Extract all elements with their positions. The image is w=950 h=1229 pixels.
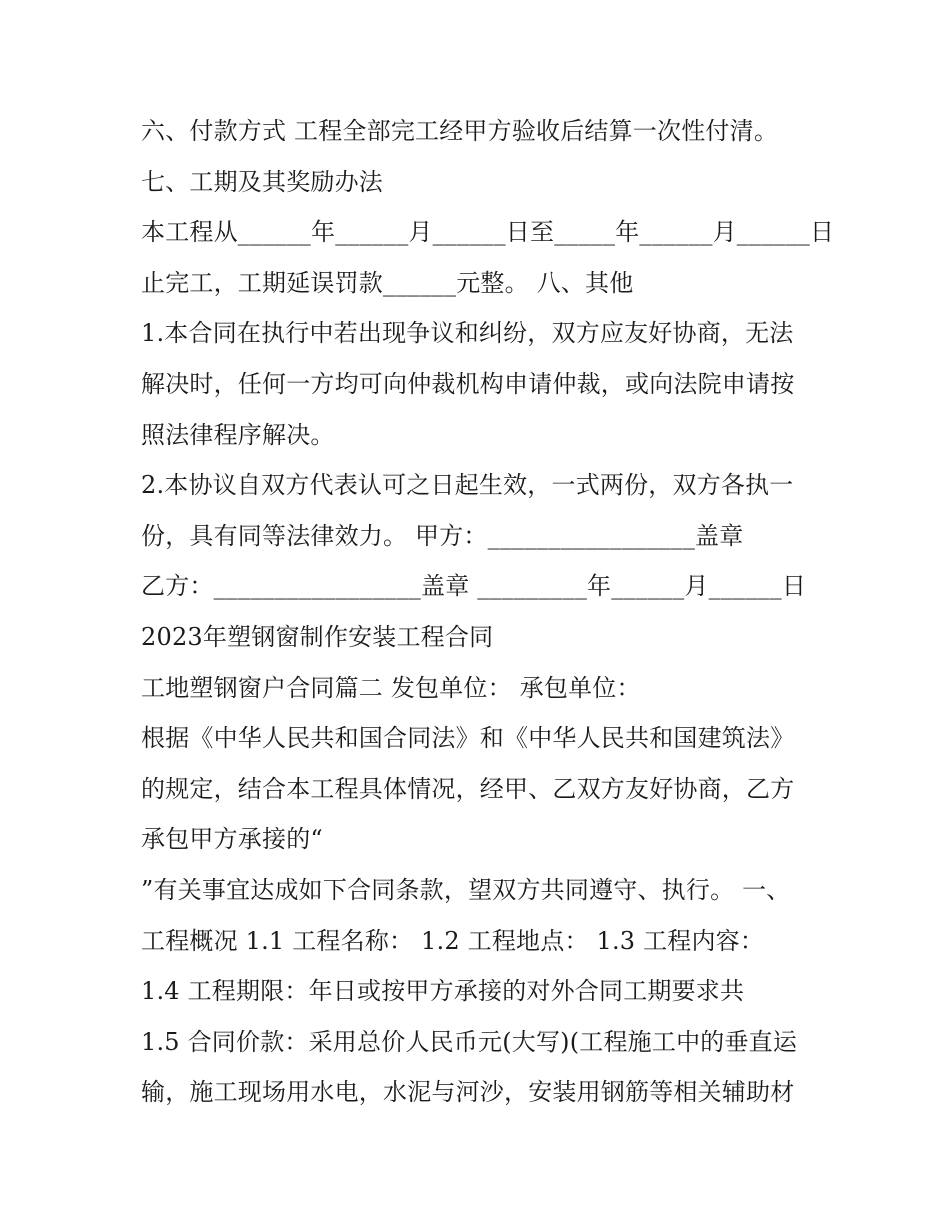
text-line: 乙方：_________________盖章 _________年______月______日 xyxy=(141,572,807,601)
text-line: 承包甲方承接的“ xyxy=(141,825,323,854)
text-line: 解决时，任何一方均可向仲裁机构申请仲裁，或向法院申请按 xyxy=(141,369,795,398)
text-line: 的规定，结合本工程具体情况，经甲、乙双方友好协商，乙方 xyxy=(141,774,795,803)
text-line: 止完工，工期延误罚款______元整。 八、其他 xyxy=(141,268,634,297)
text-line: ”有关事宜达成如下合同条款，望双方共同遵守、执行。 一、 xyxy=(141,875,791,904)
document-body xyxy=(141,106,835,1118)
text-line: 七、工期及其奖励办法 xyxy=(141,167,383,196)
text-line: 1.本合同在执行中若出现争议和纠纷，双方应友好协商，无法 xyxy=(141,319,794,348)
text-line: 工程概况 1.1 工程名称： 1.2 工程地点： 1.3 工程内容： xyxy=(141,926,765,955)
text-line: 2.本协议自双方代表认可之日起生效，一式两份，双方各执一 xyxy=(141,471,794,500)
text-line: 输，施工现场用水电，水泥与河沙，安装用钢筋等相关辅助材 xyxy=(141,1078,795,1107)
text-line: 工地塑钢窗户合同篇二 发包单位： 承包单位： xyxy=(141,673,641,702)
text-line: 六、付款方式 工程全部完工经甲方验收后结算一次性付清。 xyxy=(141,117,779,145)
text-line: 照法律程序解决。 xyxy=(141,420,335,449)
text-line: 根据《中华人民共和国合同法》和《中华人民共和国建筑法》 xyxy=(141,724,795,753)
text-line: 1.5 合同价款：采用总价人民币元(大写)(工程施工中的垂直运 xyxy=(141,1027,798,1056)
section-title: 2023年塑钢窗制作安装工程合同 xyxy=(141,622,494,651)
text-line: 1.4 工程期限：年日或按甲方承接的对外合同工期要求共 xyxy=(141,977,745,1006)
text-line: 份，具有同等法律效力。 甲方：_________________盖章 xyxy=(141,521,744,550)
text-line: 本工程从______年______月______日至_____年______月______日 xyxy=(141,218,835,247)
